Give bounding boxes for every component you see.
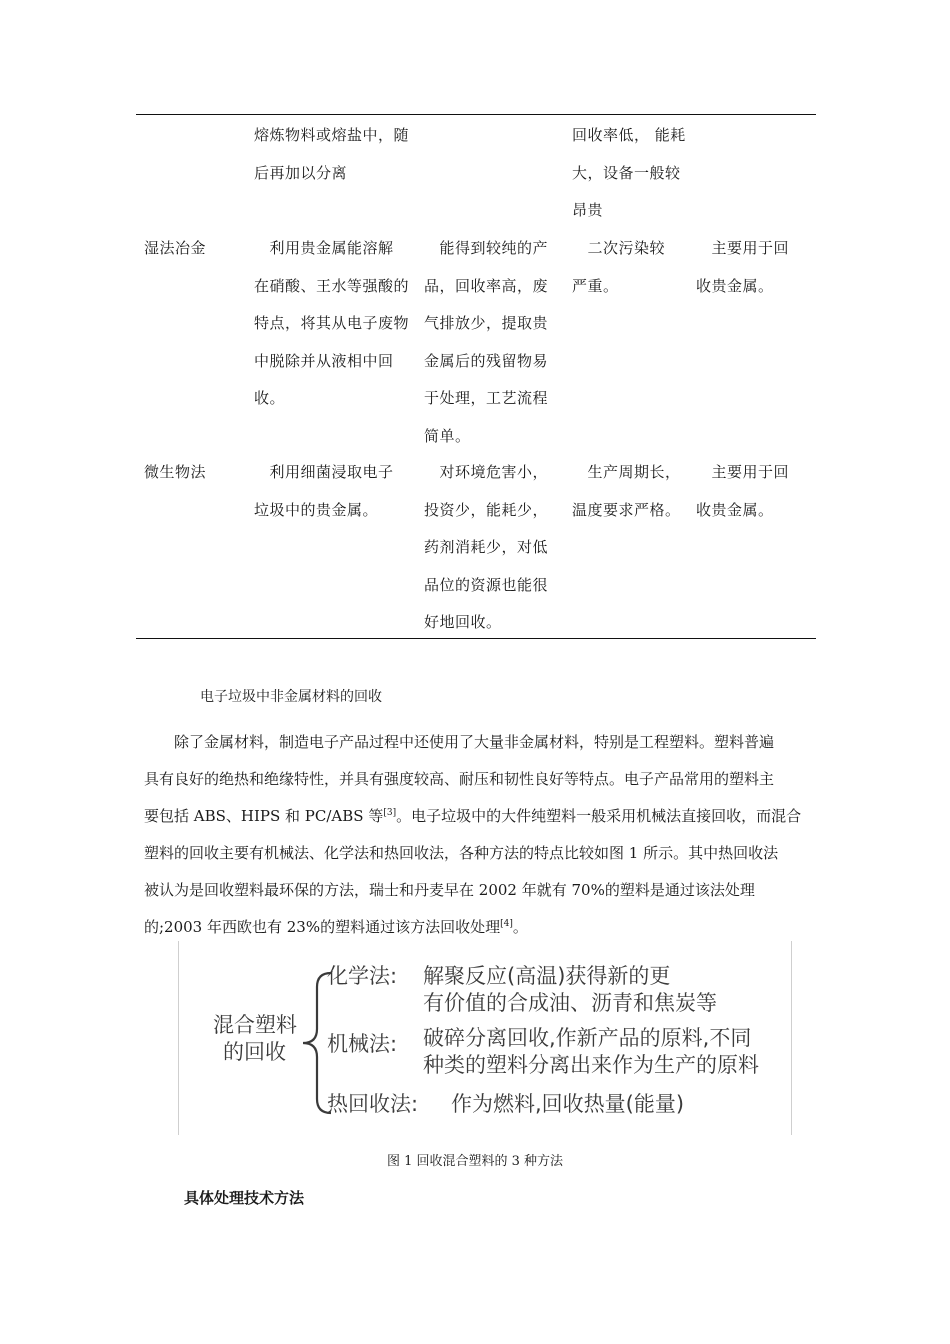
table-cell-disadvantage: 生产周期长， 温度要求严格。 bbox=[572, 463, 681, 519]
figure-mech-desc: 破碎分离回收,作新产品的原料,不同 bbox=[423, 1026, 752, 1050]
subsection-heading: 具体处理技术方法 bbox=[184, 1189, 305, 1207]
figure-diagram bbox=[178, 941, 792, 1135]
figure-chem-desc: 解聚反应(高温)获得新的更 bbox=[423, 964, 671, 988]
table-cell-advantage: 能得到较纯的产 品，回收率高，废 气排放少，提取贵 金属后的残留物易 于处理，工艺流程 简单。 bbox=[424, 239, 549, 445]
table-cell-method-name: 湿法冶金 bbox=[144, 239, 207, 257]
citation-ref: [4] bbox=[500, 919, 513, 929]
table-cell-principle: 熔炼物料或熔盐中，随 后再加以分离 bbox=[254, 126, 410, 182]
figure-heat-label: 热回收法: bbox=[327, 1092, 419, 1116]
citation-ref: [3] bbox=[383, 808, 397, 818]
table-cell-disadvantage: 回收率低， 能耗 大，设备一般较 昂贵 bbox=[572, 126, 686, 219]
table-cell-advantage: 对环境危害小， 投资少，能耗少， 药剂消耗少，对低 品位的资源也能很 好地回收。 bbox=[424, 463, 549, 631]
table-cell-principle: 利用细菌浸取电子 垃圾中的贵金属。 bbox=[254, 463, 394, 519]
figure-mech-label: 机械法: bbox=[327, 1032, 398, 1056]
figure-chem-label: 化学法: bbox=[327, 964, 398, 988]
body-paragraph: 除了金属材料，制造电子产品过程中还使用了大量非金属材料，特别是工程塑料。塑料普遍 具有良好的绝热和绝缘特性，并具有强度较高、耐压和韧性良好等特点。电子产品常用的塑料主 要包括 ABS、HIPS 和 PC/ABS 等[3]。电子垃圾中的大件纯塑料一般采用机械法直接回收，而混合 塑料的回收主要有机械法、化学法和热回收法，各种方法的特点比较如图 1 所示。其中热回收法 被认为是回收塑料最环保的方法，瑞士和丹麦早在 2002 年就有 70%的塑料是通过该法处理 的;2003 年西欧也有 23%的塑料通过该方法回收处理[4]。 bbox=[144, 733, 802, 936]
table-cell-application: 主要用于回 收贵金属。 bbox=[696, 463, 790, 519]
figure-root-label: 混合塑料 bbox=[213, 1013, 297, 1037]
table-bottom-rule bbox=[136, 638, 816, 639]
section-heading: 电子垃圾中非金属材料的回收 bbox=[200, 689, 382, 705]
figure-root-label: 的回收 bbox=[223, 1040, 286, 1064]
table-cell-principle: 利用贵金属能溶解 在硝酸、王水等强酸的 特点，将其从电子废物 中脱除并从液相中回 收。 bbox=[254, 239, 410, 407]
figure-chem-desc: 有价值的合成油、沥青和焦炭等 bbox=[423, 991, 717, 1015]
figure-caption: 图 1 回收混合塑料的 3 种方法 bbox=[386, 1154, 564, 1169]
table-cell-disadvantage: 二次污染较 严重。 bbox=[572, 239, 666, 295]
figure-mech-desc: 种类的塑料分离出来作为生产的原料 bbox=[423, 1053, 759, 1077]
figure-heat-desc: 作为燃料,回收热量(能量) bbox=[451, 1092, 685, 1116]
table-cell-application: 主要用于回 收贵金属。 bbox=[696, 239, 790, 295]
table-top-rule bbox=[136, 114, 816, 115]
table-cell-method-name: 微生物法 bbox=[144, 463, 207, 481]
